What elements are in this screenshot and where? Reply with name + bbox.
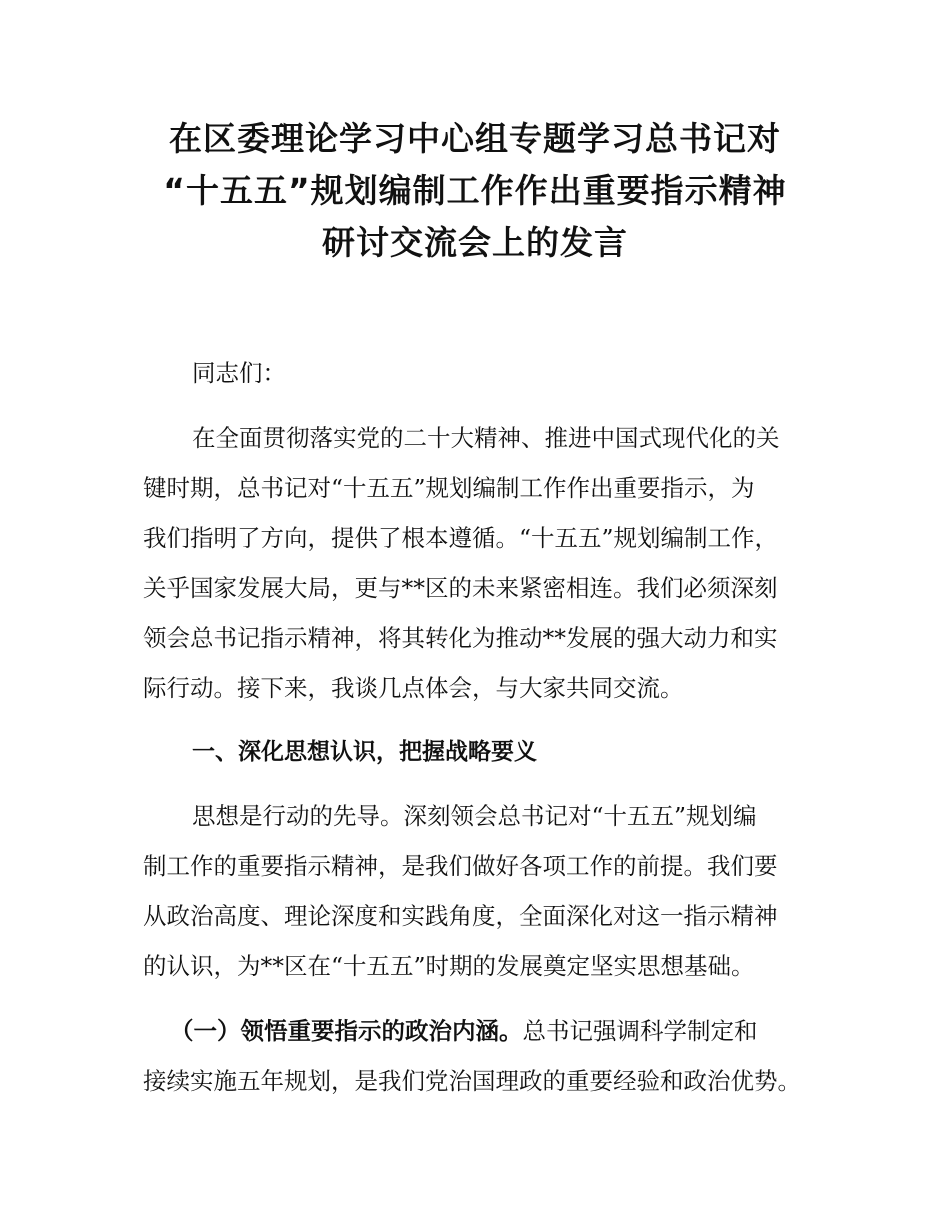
- section1-line-3: 从政治高度、理论深度和实践角度，全面深化对这一指示精神: [143, 902, 778, 930]
- section1-line-2: 制工作的重要指示精神，是我们做好各项工作的前提。我们要: [143, 852, 778, 880]
- intro-line-3: 我们指明了方向，提供了根本遵循。“十五五”规划编制工作，: [143, 524, 779, 552]
- intro-line-5: 领会总书记指示精神，将其转化为推动**发展的强大动力和实: [143, 624, 778, 652]
- subsection-1-text: 总书记强调科学制定和: [522, 1017, 758, 1045]
- salutation: 同志们：: [192, 359, 286, 387]
- section1-line-4: 的认识，为**区在“十五五”时期的发展奠定坚实思想基础。: [143, 952, 755, 980]
- intro-line-1: 在全面贯彻落实党的二十大精神、推进中国式现代化的关: [192, 424, 780, 452]
- section-heading-1: 一、深化思想认识，把握战略要义: [192, 739, 537, 765]
- intro-line-2: 键时期，总书记对“十五五”规划编制工作作出重要指示，为: [143, 474, 755, 502]
- subsection-1-line-2: 接续实施五年规划，是我们党治国理政的重要经验和政治优势。: [143, 1067, 801, 1095]
- intro-line-6: 际行动。接下来，我谈几点体会，与大家共同交流。: [143, 674, 684, 702]
- subsection-1-heading: （一）领悟重要指示的政治内涵。: [170, 1017, 523, 1045]
- document-title-line-1: 在区委理论学习中心组专题学习总书记对: [169, 119, 781, 158]
- section1-line-1: 思想是行动的先导。深刻领会总书记对“十五五”规划编: [192, 802, 757, 830]
- document-title-line-3: 研讨交流会上的发言: [322, 223, 628, 262]
- intro-line-4: 关乎国家发展大局，更与**区的未来紧密相连。我们必须深刻: [143, 574, 778, 602]
- document-title-line-2: “十五五”规划编制工作作出重要指示精神: [163, 171, 787, 210]
- subsection-1-line-1: [170, 1006, 850, 1056]
